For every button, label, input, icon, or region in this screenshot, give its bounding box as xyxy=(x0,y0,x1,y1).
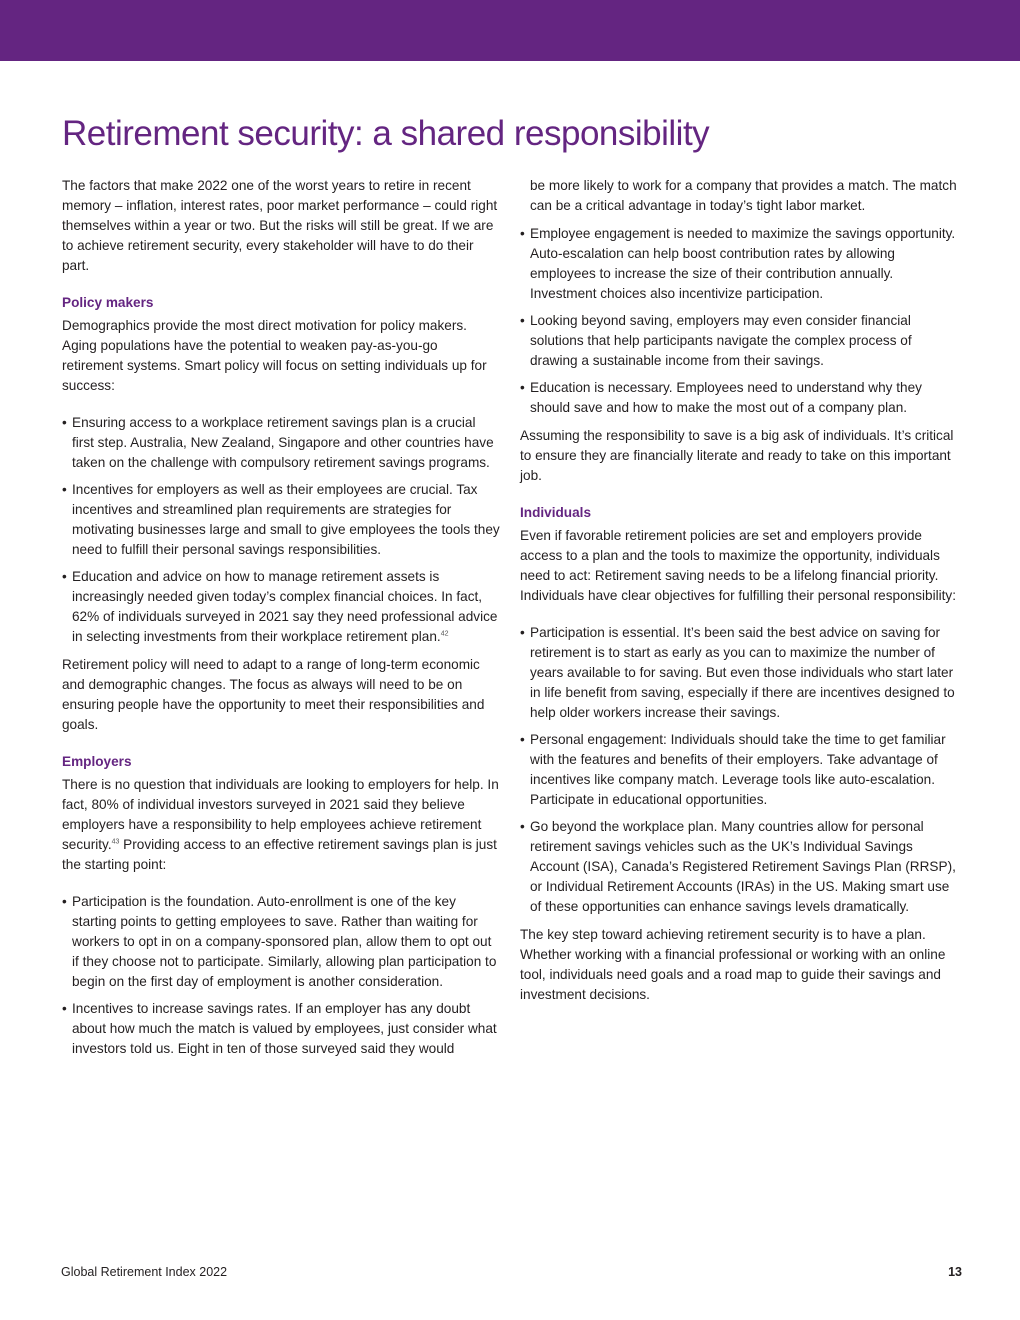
footer-publication-title: Global Retirement Index 2022 xyxy=(61,1265,228,1279)
intro-paragraph: The factors that make 2022 one of the worst years to retire in recent memory – inflation, interest rates, poor market performance – could right themselves within a year or two. But the risks will still be great. If we are to achieve retirement security, every stakeholder will have to do their part. xyxy=(62,178,498,273)
list-item-text: Education and advice on how to manage retirement assets is increasingly needed given today’s complex financial choices. In fact, 62% of individuals surveyed in 2021 say they need professional advice in selecting investments from their workplace retirement plan. xyxy=(72,569,498,644)
policy-makers-list xyxy=(62,413,500,647)
employers-lead-text: There is no question that individuals are looking to employers for help. In fact, 80% of individual investors surveyed in 2021 said they believe employers have a responsibility to help employees achieve retirement security. xyxy=(62,777,499,852)
employers-list-continued xyxy=(520,224,958,418)
policy-makers-heading: Policy makers xyxy=(62,295,154,310)
policy-makers-closing: Retirement policy will need to adapt to a range of long-term economic and demographic changes. The focus as always will need to be on ensuring people have the opportunity to meet their responsibilities and goals. xyxy=(62,657,485,732)
employers-closing: Assuming the responsibility to save is a big ask of individuals. It’s critical to ensure they are financially literate and ready to take on this important job. xyxy=(520,428,954,483)
employers-heading: Employers xyxy=(62,754,132,769)
list-item: • Incentives to increase savings rates. If an employer has any doubt about how much the match is valued by employees, just consider what investors told us. Eight in ten of those surveyed said they would xyxy=(62,999,500,1059)
list-item: • Participation is the foundation. Auto-enrollment is one of the key starting points to getting employees to save. Rather than waiting for workers to opt in on a company-sponsored plan, allow them to opt out if they choose not to participate. Similarly, allowing plan participation to begin on the first day of employment is another consideration. xyxy=(62,892,500,992)
footnote-marker: 43 xyxy=(111,838,120,846)
list-item: • Personal engagement: Individuals should take the time to get familiar with the features and benefits of their employers. Take advantage of incentives like company match. Leverage tools like auto-escalation. Participate in educational opportunities. xyxy=(520,730,958,810)
list-item: • Go beyond the workplace plan. Many countries allow for personal retirement savings vehicles such as the UK’s Individual Savings Account (ISA), Canada’s Registered Retirement Savings Plan (RRSP), or Individual Retirement Accounts (IRAs) in the US. Making smart use of these opportunities can enhance savings levels dramatically. xyxy=(520,817,958,917)
employers-lead xyxy=(62,775,500,875)
list-item: • Employee engagement is needed to maximize the savings opportunity. Auto-escalation can help boost contribution rates by allowing employees to increase the size of their contribution annually. Investment choices also incentivize participation. xyxy=(520,224,958,304)
individuals-lead: Even if favorable retirement policies are set and employers provide access to a plan and the tools to maximize the opportunity, individuals need to act: Retirement saving needs to be a lifelong financial priority. Individuals have clear objectives for fulfilling their personal responsibility: xyxy=(520,528,956,603)
individuals-list xyxy=(520,623,958,917)
list-item: • Ensuring access to a workplace retirement savings plan is a crucial first step. Australia, New Zealand, Singapore and other countries have taken on the challenge with compulsory retirement savings programs. xyxy=(62,413,500,473)
page-title: Retirement security: a shared responsibility xyxy=(62,114,710,153)
footnote-marker: 42 xyxy=(440,630,449,638)
employers-lead-text-cont: Providing access to an effective retirement savings plan is just the starting point: xyxy=(62,837,497,872)
employers-list xyxy=(62,892,500,1059)
list-item-continued: be more likely to work for a company that provides a match. The match can be a critical advantage in today’s tight labor market. xyxy=(530,178,957,213)
list-item: • Looking beyond saving, employers may even consider financial solutions that help participants navigate the complex process of drawing a sustainable income from their savings. xyxy=(520,311,958,371)
list-item: • Education is necessary. Employees need to understand why they should save and how to make the most out of a company plan. xyxy=(520,378,958,418)
right-column xyxy=(520,176,958,1013)
individuals-closing: The key step toward achieving retirement security is to have a plan. Whether working with a financial professional or working with an online tool, individuals need goals and a road map to guide their savings and investment decisions. xyxy=(520,927,946,1002)
list-item: • Participation is essential. It’s been said the best advice on saving for retirement is to start as early as you can to maximize the number of years available to for saving. But even those individuals who start later in life benefit from saving, especially if there are incentives designed to help older workers increase their savings. xyxy=(520,623,958,723)
header-color-band xyxy=(0,0,1020,61)
list-item xyxy=(62,567,500,647)
policy-makers-lead: Demographics provide the most direct motivation for policy makers. Aging populations have the potential to weaken pay-as-you-go retirement systems. Smart policy will focus on setting individuals up for success: xyxy=(62,318,487,393)
footer-page-number: 13 xyxy=(948,1265,962,1279)
individuals-heading: Individuals xyxy=(520,505,592,520)
left-column xyxy=(62,176,500,1067)
list-item: • Incentives for employers as well as their employees are crucial. Tax incentives and streamlined plan requirements are strategies for motivating businesses large and small to give employees the tools they need to fulfill their personal savings responsibilities. xyxy=(62,480,500,560)
